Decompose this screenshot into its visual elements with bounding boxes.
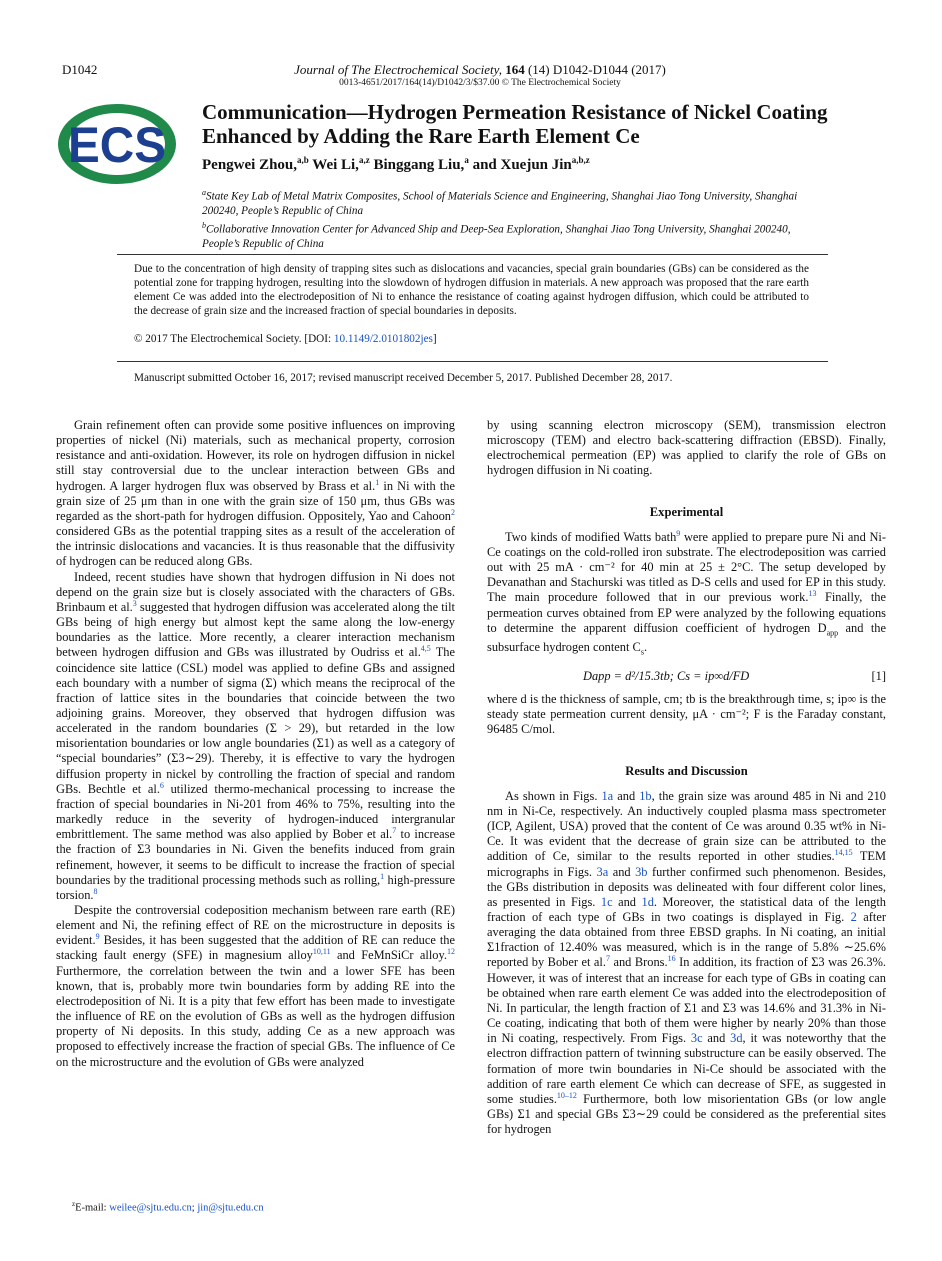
ref-link[interactable]: 7 [605, 954, 610, 964]
figure-link[interactable]: 3a [596, 864, 609, 879]
copyright-line: © 2017 The Electrochemical Society. [DOI: 10.1149/2.0101802jes] [134, 333, 437, 345]
issn-line: 0013-4651/2017/164(14)/D1042/3/$37.00 © The Electrochemical Society [339, 78, 621, 88]
journal-issue-pages: (14) D1042-D1044 (2017) [527, 62, 666, 77]
figure-link[interactable]: 1d [641, 894, 654, 909]
ref-link[interactable]: 13 [808, 589, 817, 599]
ref-link[interactable]: 10–12 [556, 1090, 577, 1100]
affiliation-a: $^a$State Key Lab of Metal Matrix Composites, School of Materials Science and Engineering, Shanghai Jiao Tong University, Shanghai 200240, People’s Republic of China [202, 188, 798, 218]
affiliation-b: $^b$Collaborative Innovation Center for Advanced Ship and Deep-Sea Exploration, Shanghai Jiao Tong University, Shanghai 200240, People’s Republic of China [202, 220, 791, 250]
page-number: D1042 [62, 62, 98, 77]
author-name: Binggang Liu, [373, 157, 465, 173]
ref-link[interactable]: 8 [93, 886, 98, 896]
figure-link[interactable]: 3c [690, 1031, 703, 1046]
ref-link[interactable]: 7 [392, 826, 397, 836]
figure-link[interactable]: 1c [600, 894, 613, 909]
journal-name: Journal of The Electrochemical Society, [294, 62, 502, 77]
journal-citation [200, 62, 760, 78]
author-name: Wei Li, [312, 157, 359, 173]
equation-number: [1] [871, 668, 886, 683]
equation-body: Dapp = d²/15.3tb; Cs = ip∞d/FD [583, 668, 750, 683]
ref-link[interactable]: 9 [676, 528, 681, 538]
figure-link[interactable]: 3b [635, 864, 648, 879]
paragraph: Despite the controversial codeposition mechanism between rare earth (RE) element and Ni, the refining effect of RE on the microstructure in deposits is evident.$^9$ Besides, it has been suggested that the addition of RE can reduce the stacking fault energy (SFE) in magnesium alloy$^{10,11}$ and FeMnSiCr alloy.$^{12}$ Furthermore, the correlation between the twin and a lower SFE has been known, that is, probably more twin boundaries form by adding RE into the electrodeposition of Ni. It is a pity that few effort has been made to investigate the influence of RE on the evolution of GBs as well as the hydrogen diffusion property of Ni deposits. In this study, adding Ce as a new approach was proposed to effectively increase the fraction of special GBs. The influence of Ce on the microstructure and the evolution of GBs were analyzed [56, 903, 455, 1069]
ref-link[interactable]: 1 [380, 871, 385, 881]
journal-volume: 164 [505, 62, 525, 77]
divider [117, 254, 828, 255]
paragraph: Indeed, recent studies have shown that hydrogen diffusion in Ni does not depend on the grain size but is closely associated with the characters of GBs. Brinbaum et al.$^3$ suggested that hydrogen diffusion was accelerated along the tilt GBs being of high energy but almost kept the same along the low-energy boundaries as the lattice. More recently, a clearer interaction mechanism between hydrogen diffusion and GBs was illustrated by Oudriss et al.$^{4,5}$ The coincidence site lattice (CSL) model was applied to define GBs and assigned each boundary with a number of sigma (Σ) which means the reciprocal of the fraction of lattice sites in the boundaries that coincide between the two adjoining grains. Moreover, they observed that hydrogen diffusion was accelerated in the random boundaries (Σ > 29), but retarded in the low misorientation boundaries or low angle boundaries (Σ1) as well as a category of “special boundaries” (Σ3∼29). Thereby, it is effective to vary the hydrogen diffusion property in nickel by controlling the fraction of special and random GBs. Bechtle et al.$^6$ utilized thermo-mechanical processing to increase the fraction of special boundaries in Ni-201 from 46% to 75%, resulting into the markedly reduce in the severity of hydrogen-induced intergranular embrittlement. The same method was also applied by Bober et al.$^7$ to increase the fraction of Σ3 boundaries in Ni. Given the benefits induced from grain refinement, however, it seems to be difficult to increase the fraction of special boundaries by the traditional processing methods such as rolling,$^1$ high-pressure torsion.$^8$ [56, 569, 455, 902]
ref-link[interactable]: 4,5 [420, 644, 431, 654]
paragraph: where d is the thickness of sample, cm; tb is the breakthrough time, s; ip∞ is the steady state permeation current density, μA · cm⁻²; F is the Faraday constant, 96485 C/mol. [487, 692, 886, 737]
abstract: Due to the concentration of high density of trapping sites such as dislocations and vacancies, special grain boundaries (GBs) can be considered as the potential zone for trapping hydrogen, resulting into the slowdown of hydrogen diffusion in materials. A new approach was proposed that the rare earth element Ce was added into the electrodeposition of Ni to enhance the resistance of coating against hydrogen diffusion, which could be attributed to the decrease of grain size and the increased fraction of special boundaries in deposits. [134, 263, 809, 317]
doi-link[interactable]: 10.1149/2.0101802jes [333, 333, 433, 345]
paragraph: Grain refinement often can provide some positive influences on improving properties of nickel (Ni) materials, such as mechanical property, corrosion resistance and anti-oxidation. However, its role on hydrogen diffusion in nickel still stay controversial due to the unclear interaction between GBs and hydrogen. A larger hydrogen flux was observed by Brass et al.$^1$ in Ni with the grain size of 25 μm than in one with the grain size of 150 μm, thus GBs was regarded as the short-path for hydrogen diffusion. Oppositely, Yao and Cahoon$^2$ considered GBs as the potential trapping sites as a result of the acceleration of the intrinsic dislocations and vacancies. It is thus reasonable that the diffusivity of hydrogen can be reduced along GBs. [56, 418, 455, 569]
corresponding-author-footnote: $^z$E-mail: weilee@sjtu.edu.cn; jin@sjtu.edu.cn [72, 1200, 264, 1214]
ref-link[interactable]: 6 [159, 780, 164, 790]
section-heading-results: Results and Discussion [625, 763, 748, 778]
paragraph: As shown in Figs. 1a and 1b, the grain size was around 485 in Ni and 210 nm in Ni-Ce, respectively. An inductively coupled plasma mass spectrometer (ICP, Agilent, USA) proved that the content of Ce was around 0.35 wt% in Ni-Ce. It was evident that the decrease of grain size can be attributed to the addition of Ce, similar to the results reported in other studies.$^{14,15}$ TEM micrographs in Figs. 3a and 3b further confirmed such phenomenon. Besides, the GBs distribution in deposits was delineated with four different color lines, as presented in Figs. 1c and 1d. Moreover, the statistical data of the length fraction of each type of GBs in two coatings is displayed in Fig. 2 after averaging the data obtained from three EBSD graphs. In Ni coating, an initial Σ1fraction of 12.40% was measured, which is in the range of 5.8% ∼25.6% reported by Bober et al.$^7$ and Brons.$^{16}$ In addition, its fraction of Σ3 was 26.3%. However, it was of interest that an increase for each type of GBs in coating can be obtained when rare earth element Ce was added into the electrodeposition of Ni. In particular, the length fraction of Σ1 and Σ3 was 14.6% and 31.3% in Ni-Ce coating, indicating that both of them were higher by nearly 20% than those in Ni coating, respectively. From Figs. 3c and 3d, it was noteworthy that the electron diffraction pattern of twinning substructure can be easily observed. The formation of more twin boundaries in Ni-Ce should be associated with the addition of rare earth element Ce which can decrease of SFE, as suggested in some studies.$^{10-12}$ Furthermore, both low misorientation GBs (or low angle GBs) Σ1 and special GBs Σ3∼29 could be considered as the preferential sites for hydrogen [487, 788, 886, 1137]
ref-link[interactable]: 3 [132, 598, 137, 608]
ref-link[interactable]: 16 [667, 954, 676, 964]
right-column [487, 418, 886, 1137]
paragraph: Two kinds of modified Watts bath$^9$ were applied to prepare pure Ni and Ni-Ce coatings on the cold-rolled iron substrate. The electrodeposition was carried out with 25 mA · cm⁻² for 40 min at 25 ± 2°C. The setup developed by Devanathan and Stachurski was titled as D-S cells and used for EP in this study. The main procedure followed that in our previous work.$^{13}$ Finally, the permeation curves obtained from EP were analyzed by the following equations to determine the apparent diffusion coefficient of hydrogen $D_{app}$ and the subsurface hydrogen content $C_s$. [487, 528, 886, 657]
author-list: Pengwei Zhou,$^{a,b}$ Wei Li,$^{a,z}$ Binggang Liu,$^a$ and Xuejun Jin$^{a,b,z}$ [202, 155, 590, 173]
email-link[interactable]: jin@sjtu.edu.cn [197, 1202, 264, 1214]
ref-link[interactable]: 1 [375, 477, 380, 487]
paragraph: by using scanning electron microscopy (SEM), transmission electron microscopy (TEM) and electro back-scattering diffraction (EBSD). Finally, electrochemical permeation (EP) was applied to clarify the role of GBs on hydrogen diffusion in Ni coating. [487, 418, 886, 478]
ref-link[interactable]: 14,15 [834, 848, 853, 858]
author-name: Pengwei Zhou, [202, 157, 298, 173]
logo-text: ECS [68, 117, 166, 173]
affiliations [202, 186, 822, 251]
ref-link[interactable]: 9 [95, 932, 100, 942]
ref-link[interactable]: 10,11 [312, 947, 331, 957]
divider [117, 361, 828, 362]
ref-link[interactable]: 2 [451, 507, 455, 517]
figure-link[interactable]: 3d [730, 1031, 743, 1046]
equation [487, 669, 886, 684]
figure-link[interactable]: 1a [601, 788, 614, 803]
figure-link[interactable]: 1b [639, 788, 652, 803]
figure-link[interactable]: 2 [850, 910, 857, 924]
article-title: Communication—Hydrogen Permeation Resistance of Nickel Coating Enhanced by Adding the Rare Earth Element Ce [202, 100, 828, 148]
ref-link[interactable]: 12 [447, 947, 455, 957]
author-name: and Xuejun Jin [472, 157, 572, 173]
section-heading-experimental: Experimental [649, 504, 724, 519]
submission-dates: Manuscript submitted October 16, 2017; revised manuscript received December 5, 2017. Published December 28, 2017. [134, 372, 673, 384]
left-column [56, 418, 455, 1070]
ecs-logo [56, 102, 178, 186]
email-link[interactable]: weilee@sjtu.edu.cn [109, 1202, 192, 1214]
